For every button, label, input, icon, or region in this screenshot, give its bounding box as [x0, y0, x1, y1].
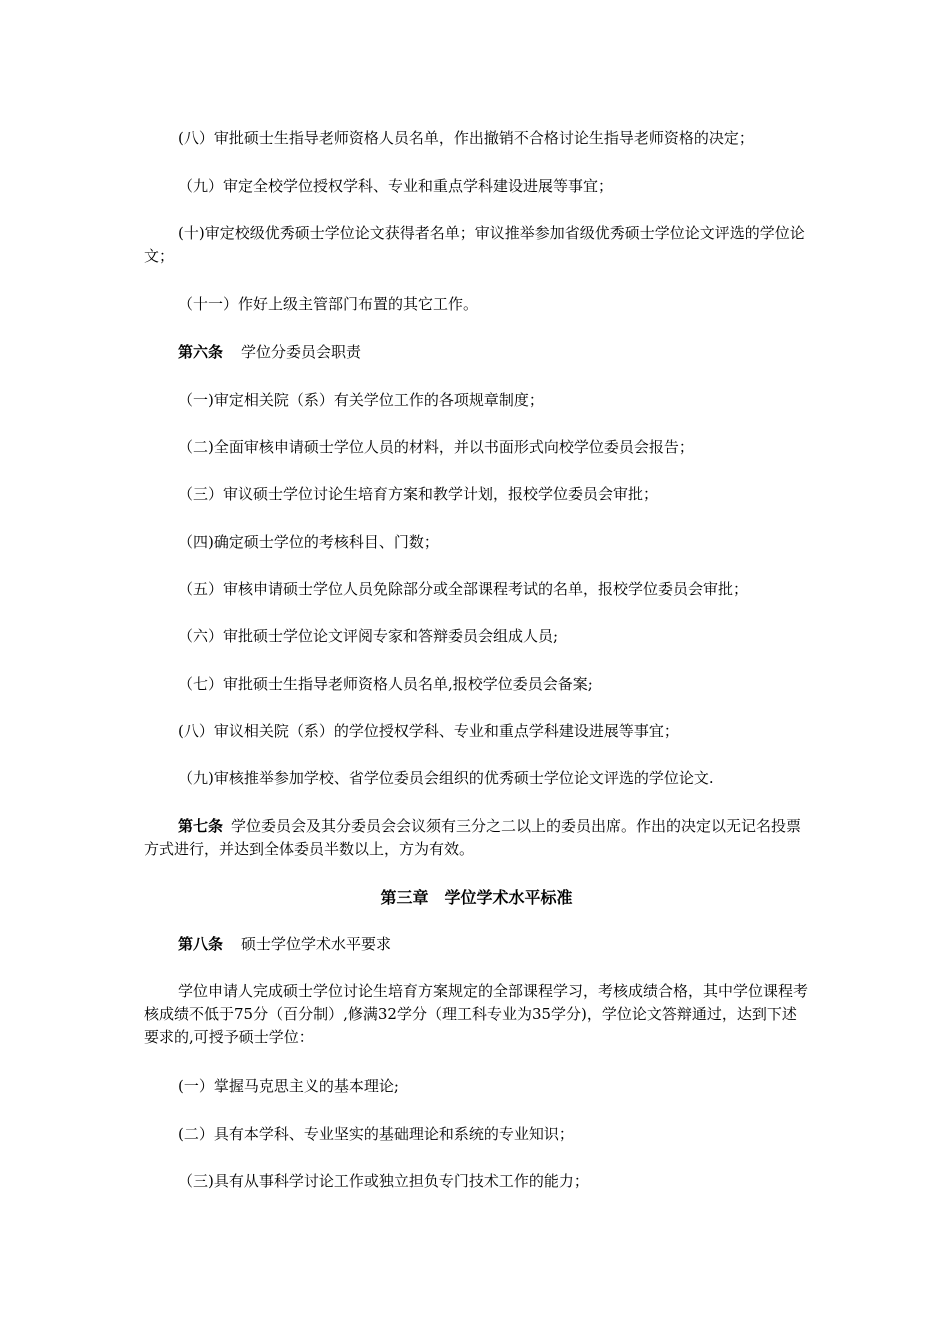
sub-para-5: （五）审核申请硕士学位人员免除部分或全部课程考试的名单，报校学位委员会审批；: [178, 580, 749, 598]
article-8-title: 硕士学位学术水平要求: [241, 935, 392, 953]
para-10-excellent-theses: (十)审定校级优秀硕士学位论文获得者名单；审议推举参加省级优秀硕士学位论文评选的学位论文；: [144, 224, 805, 265]
sub-para-9: （九)审核推举参加学校、省学位委员会组织的优秀硕士学位论文评选的学位论文.: [178, 769, 714, 787]
req-2: (二）具有本学科、专业坚实的基础理论和系统的专业知识；: [178, 1125, 574, 1143]
article-7-text: 学位委员会及其分委员会会议须有三分之二以上的委员出席。作出的决定以无记名投票方式进行，并达到全体委员半数以上，方为有效。: [144, 817, 802, 858]
para-8-approve-supervisors: (八）审批硕士生指导老师资格人员名单，作出撤销不合格讨论生指导老师资格的决定；: [178, 129, 754, 147]
article-8-label: 第八条: [178, 935, 224, 953]
degree-requirements: 学位申请人完成硕士学位讨论生培育方案规定的全部课程学习，考核成绩合格，其中学位课程考核成绩不低于75分（百分制）,修满32学分（理工科专业为35学分)，学位论文答辩通过，达到下述要求的,可授予硕士学位：: [144, 982, 809, 1046]
req-1: (一）掌握马克思主义的基本理论;: [178, 1077, 399, 1095]
sub-para-3: （三）审议硕士学位讨论生培育方案和教学计划，报校学位委员会审批；: [178, 485, 659, 503]
article-8: [144, 933, 809, 956]
sub-para-1: （一)审定相关院（系）有关学位工作的各项规章制度；: [178, 391, 544, 409]
article-6: [144, 341, 809, 364]
sub-para-8: (八）审议相关院（系）的学位授权学科、专业和重点学科建设进展等事宜；: [178, 722, 679, 740]
article-6-label: 第六条: [178, 343, 224, 361]
req-3: （三)具有从事科学讨论工作或独立担负专门技术工作的能力；: [178, 1172, 589, 1190]
para-9-review-disciplines: （九）审定全校学位授权学科、专业和重点学科建设进展等事宜；: [178, 177, 614, 195]
sub-para-4: （四)确定硕士学位的考核科目、门数；: [178, 533, 439, 551]
article-7-label: 第七条: [178, 817, 224, 835]
para-11-other-work: （十一）作好上级主管部门布置的其它工作。: [178, 295, 479, 313]
sub-para-7: （七）审批硕士生指导老师资格人员名单,报校学位委员会备案;: [178, 675, 593, 693]
article-6-title: 学位分委员会职责: [241, 343, 362, 361]
sub-para-2: （二)全面审核申请硕士学位人员的材料，并以书面形式向校学位委员会报告；: [178, 438, 694, 456]
sub-para-6: （六）审批硕士学位论文评阅专家和答辩委员会组成人员;: [178, 627, 559, 645]
article-7: [144, 815, 809, 861]
chapter-3-heading: 第三章 学位学术水平标准: [380, 888, 573, 907]
